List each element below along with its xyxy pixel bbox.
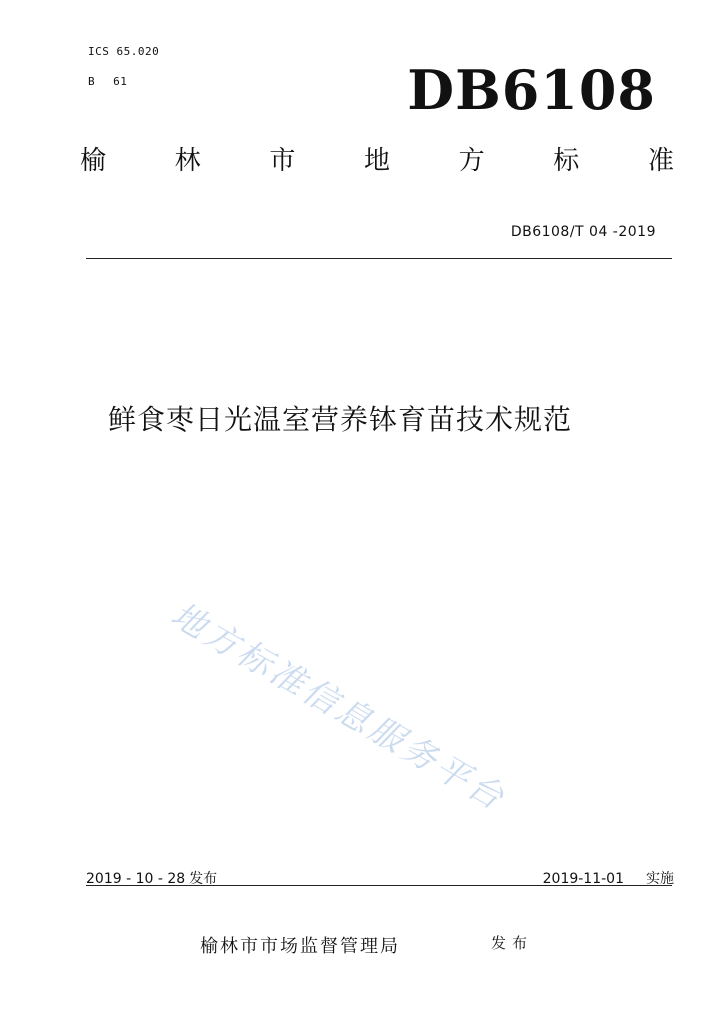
- ccs-number: 61: [113, 75, 128, 88]
- standard-type-char: 林: [174, 146, 201, 176]
- issued-by-label: 发布: [491, 934, 534, 952]
- implement-label: 实施: [646, 871, 674, 887]
- standard-type-char: 地: [363, 146, 390, 176]
- issuing-authority: 榆林市市场监督管理局: [200, 936, 400, 957]
- issue-label: 发布: [189, 871, 218, 887]
- top-divider: [86, 258, 672, 259]
- document-title: 鲜食枣日光温室营养钵育苗技术规范: [108, 403, 573, 436]
- watermark: 地方标准信息服务平台: [164, 594, 514, 820]
- ics-code: ICS 65.020: [88, 45, 160, 58]
- standard-type-char: 市: [269, 146, 296, 176]
- issue-date: 2019 - 10 - 28: [86, 871, 186, 887]
- standard-type-char: 方: [458, 146, 485, 176]
- standard-type-char: 标: [553, 146, 580, 176]
- standard-type-heading: [80, 140, 674, 177]
- ccs-code: [88, 75, 127, 88]
- standard-type-char: 榆: [80, 146, 107, 176]
- document-number: DB6108/T 04 -2019: [510, 224, 656, 240]
- standard-type-char: 准: [647, 146, 674, 176]
- implement-date: 2019-11-01: [542, 871, 624, 887]
- bottom-divider: [86, 885, 672, 886]
- ccs-letter: B: [88, 75, 96, 88]
- standard-code-logo: DB6108: [407, 58, 656, 122]
